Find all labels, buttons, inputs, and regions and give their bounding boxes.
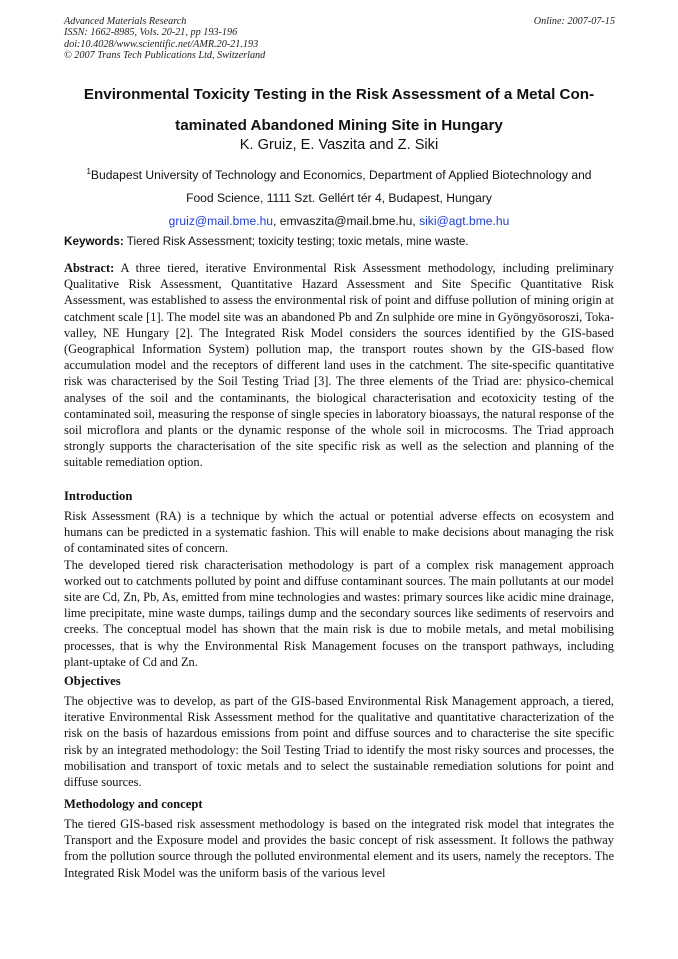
author-list: K. Gruiz, E. Vaszita and Z. Siki — [239, 137, 439, 153]
doi-line: doi:10.4028/www.scientific.net/AMR.20-21.193 — [64, 38, 259, 50]
methodology-body — [64, 816, 614, 881]
introduction-body — [64, 508, 614, 670]
online-date: Online: 2007-07-15 — [533, 16, 615, 27]
keywords-text: Tiered Risk Assessment; toxicity testing; toxic metals, mine waste. — [123, 235, 469, 248]
affiliation-marker: 1 — [86, 167, 91, 176]
title-line-1: Environmental Toxicity Testing in the Risk Assessment of a Metal Con- — [83, 86, 595, 103]
introduction-paragraph-1: Risk Assessment (RA) is a technique by which the actual or potential adverse effects on ecosystem and humans can be predicted in a systematic fashion. This will enable to make decisions about managing the risk of contaminated sites of concern. — [64, 509, 614, 556]
affiliation — [40, 160, 638, 233]
introduction-heading: Introduction — [64, 489, 133, 503]
keywords — [64, 235, 616, 248]
email-separator: , emvaszita@mail.bme.hu, — [273, 214, 420, 229]
abstract — [64, 260, 614, 471]
objectives-paragraph-1: The objective was to develop, as part of the GIS-based Environmental Risk Management approach, a tiered, iterative Environmental Risk Assessment method for the qualitative and quantitative characterization of the risk on the basis of hazardous emissions from point and diffuse sources and to characterise the site specific risk by an integrated methodology: the Soil Testing Triad to identify the most risky sources and processes, the mobilisation and transport of toxic metals and to select the sustainable remediation solutions for point and diffuse sources. — [64, 694, 614, 790]
keywords-label: Keywords: — [64, 235, 124, 248]
title-line-2: taminated Abandoned Mining Site in Hungary — [175, 117, 503, 134]
objectives-body — [64, 693, 614, 790]
email-link-siki[interactable]: siki@agt.bme.hu — [419, 214, 510, 229]
abstract-text: A three tiered, iterative Environmental Risk Assessment methodology, including preliminary Qualitative Risk Assessment, Quantitative Hazard Assessment and Site Specific Quantitative Risk Assessment, was established to assess the environmental risk of point and diffuse pollution of mining origin at catchment scale [1]. The model site was an abandoned Pb and Zn sulphide ore mine in Gyöngyösoroszi, Toka-valley, NE Hungary [2]. The Integrated Risk Model considers the sources identified by the GIS-based (Geographical Information System) pollution map, the transport routes shown by the GIS-based flow accumulation model and the receptors of different land uses in the catchment. The site-specific quantitative risk was characterised by the Soil Testing Triad [3]. The three elements of the Triad are: physico-chemical analyses of the soil and the contaminants, the biological characterisation and ecotoxicity testing of the contaminated soil, measuring the response of single species in laboratory bioassays, the natural response of the soil microflora and plants or the dynamic response of the whole soil in microcosms. The Triad approach strongly supports the characterisation of the site specific risk as well as the selection and planning of the suitable remediation option. — [64, 261, 614, 470]
paper-title — [40, 79, 638, 141]
email-link-gruiz[interactable]: gruiz@mail.bme.hu — [168, 214, 274, 229]
introduction-paragraph-2: The developed tiered risk characterisation methodology is part of a complex risk management approach worked out to catchments polluted by point and diffuse contaminant sources. The main pollutants at our model site are Cd, Zn, Pb, As, emitted from mine technologies and wastes: primary sources like acidic mine drainage, lime precipitate, mine waste dumps, tailings dump and the secondary sources like sediments of reservoirs and creeks. The conceptual model has shown that the main risk is due to mobile metals, and metal mobilising processes, that is why the Environmental Risk Management focuses on the transport pathways, including plant-uptake of Cd and Zn. — [64, 557, 614, 669]
email-line — [40, 210, 638, 233]
objectives-heading: Objectives — [64, 674, 121, 688]
abstract-label: Abstract: — [64, 261, 115, 275]
affiliation-line-2: Food Science, 1111 Szt. Gellért tér 4, Budapest, Hungary — [186, 191, 492, 206]
issn-line: ISSN: 1662-8985, Vols. 20-21, pp 193-196 — [64, 27, 238, 39]
affiliation-line-1: Budapest University of Technology and Economics, Department of Applied Biotechnology and — [90, 168, 592, 183]
methodology-paragraph-1: The tiered GIS-based risk assessment methodology is based on the integrated risk model that integrates the Transport and the Exposure model and provides the basic concept of risk assessment. It follows the pathway from the pollution source through the polluted environmental element and its users, namely the receptors. The Integrated Risk Model was the uniform basis of the various level — [64, 817, 614, 880]
methodology-heading: Methodology and concept — [64, 797, 203, 811]
journal-name: Advanced Materials Research — [64, 16, 187, 27]
journal-header — [64, 16, 265, 62]
copyright-line: © 2007 Trans Tech Publications Ltd, Switzerland — [64, 50, 266, 62]
